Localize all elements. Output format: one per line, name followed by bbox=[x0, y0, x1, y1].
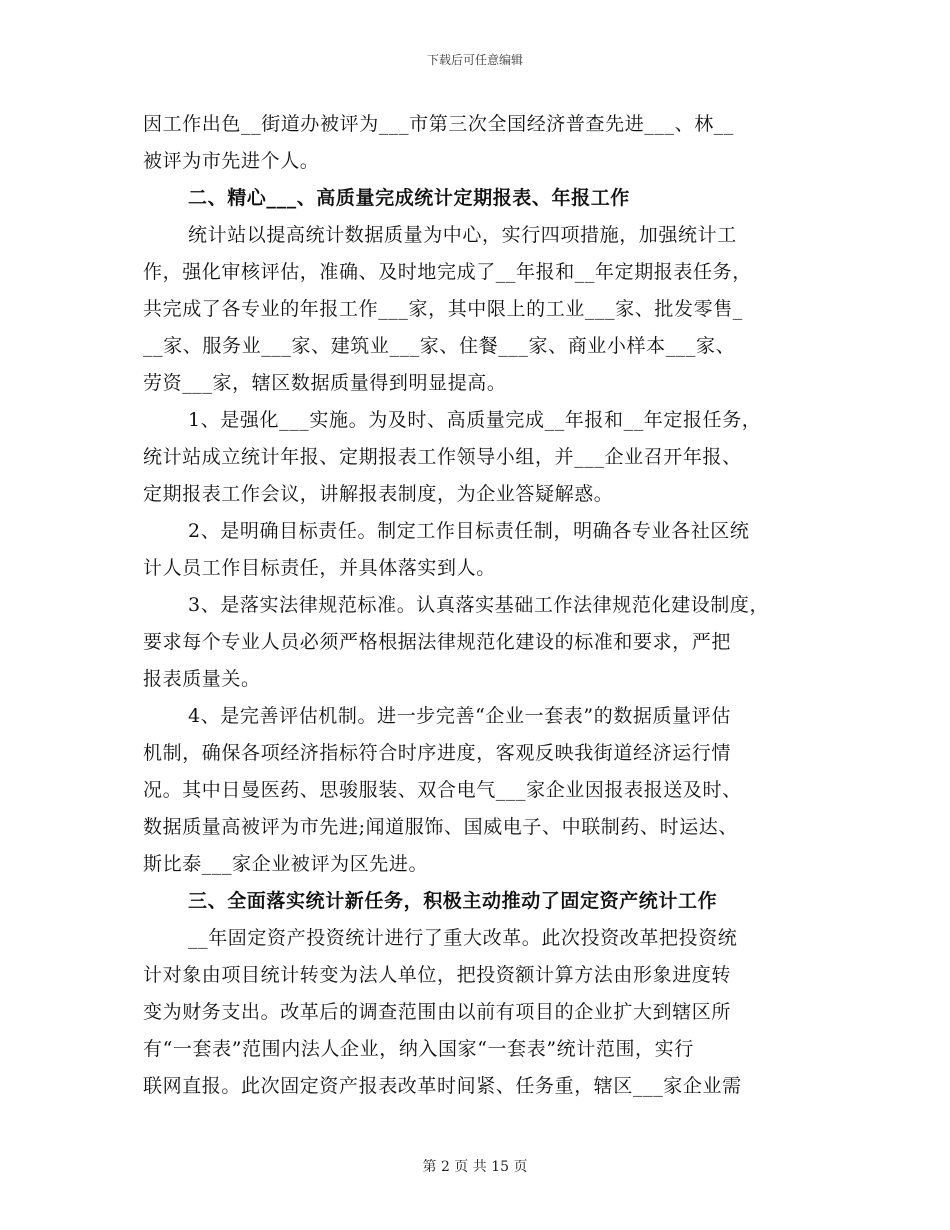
body-line: 劳资___家，辖区数据质量得到明显提高。 bbox=[143, 372, 507, 394]
body-line: 斯比泰___家企业被评为区先进。 bbox=[143, 853, 429, 875]
body-line: 定期报表工作会议，讲解报表制度，为企业答疑解惑。 bbox=[143, 483, 614, 505]
body-line: 要求每个专业人员必须严格根据法律规范化建设的标准和要求，严把 bbox=[143, 631, 732, 653]
paragraph-first-line: 4、是完善评估机制。进一步完善“企业一套表”的数据质量评估 bbox=[188, 705, 731, 727]
body-line: 计对象由项目统计转变为法人单位，把投资额计算方法由形象进度转 bbox=[143, 964, 732, 986]
document-body bbox=[143, 112, 809, 1111]
body-line: 有“一套表”范围内法人企业，纳入国家“一套表”统计范围，实行 bbox=[143, 1038, 694, 1060]
paragraph-first-line: 2、是明确目标责任。制定工作目标责任制，明确各专业各社区统 bbox=[188, 520, 750, 542]
body-line: 联网直报。此次固定资产报表改革时间紧、任务重，辖区___家企业需 bbox=[143, 1075, 742, 1097]
body-line: 计人员工作目标责任，并具体落实到人。 bbox=[143, 557, 496, 579]
body-line: 因工作出色__街道办被评为___市第三次全国经济普查先进___、林__ bbox=[143, 113, 735, 135]
body-line: 况。其中日曼医药、思骏服装、双合电气___家企业因报表报送及时、 bbox=[143, 779, 742, 801]
section-heading: 三、全面落实统计新任务，积极主动推动了固定资产统计工作 bbox=[188, 890, 718, 912]
body-line: 变为财务支出。改革后的调查范围由以前有项目的企业扩大到辖区所 bbox=[143, 1001, 732, 1023]
section-heading: 二、精心___、高质量完成统计定期报表、年报工作 bbox=[188, 187, 630, 209]
body-line: 作，强化审核评估，准确、及时地完成了__年报和__年定期报表任务， bbox=[143, 261, 752, 283]
page-header-note: 下载后可任意编辑 bbox=[426, 53, 523, 67]
body-line: 数据质量高被评为市先进;闻道服饰、国威电子、中联制药、时运达、 bbox=[143, 816, 739, 838]
body-line: 共完成了各专业的年报工作___家，其中限上的工业___家、批发零售_ bbox=[143, 298, 743, 320]
paragraph-first-line: 统计站以提高统计数据质量为中心，实行四项措施，加强统计工 bbox=[188, 224, 737, 246]
body-line: __家、服务业___家、建筑业___家、住餐___家、商业小样本___家、 bbox=[143, 335, 736, 357]
body-line: 报表质量关。 bbox=[143, 668, 261, 690]
page-number: 第 2 页 共 15 页 bbox=[422, 1159, 528, 1175]
body-line: 被评为市先进个人。 bbox=[143, 150, 320, 172]
paragraph-first-line: 1、是强化___实施。为及时、高质量完成__年报和__年定报任务， bbox=[188, 409, 762, 431]
paragraph-first-line: __年固定资产投资统计进行了重大改革。此次投资改革把投资统 bbox=[188, 927, 738, 949]
body-line: 机制，确保各项经济指标符合时序进度，客观反映我街道经济运行情 bbox=[143, 742, 732, 764]
paragraph-first-line: 3、是落实法律规范标准。认真落实基础工作法律规范化建设制度， bbox=[188, 594, 770, 616]
body-line: 统计站成立统计年报、定期报表工作领导小组，并___企业召开年报、 bbox=[143, 446, 742, 468]
